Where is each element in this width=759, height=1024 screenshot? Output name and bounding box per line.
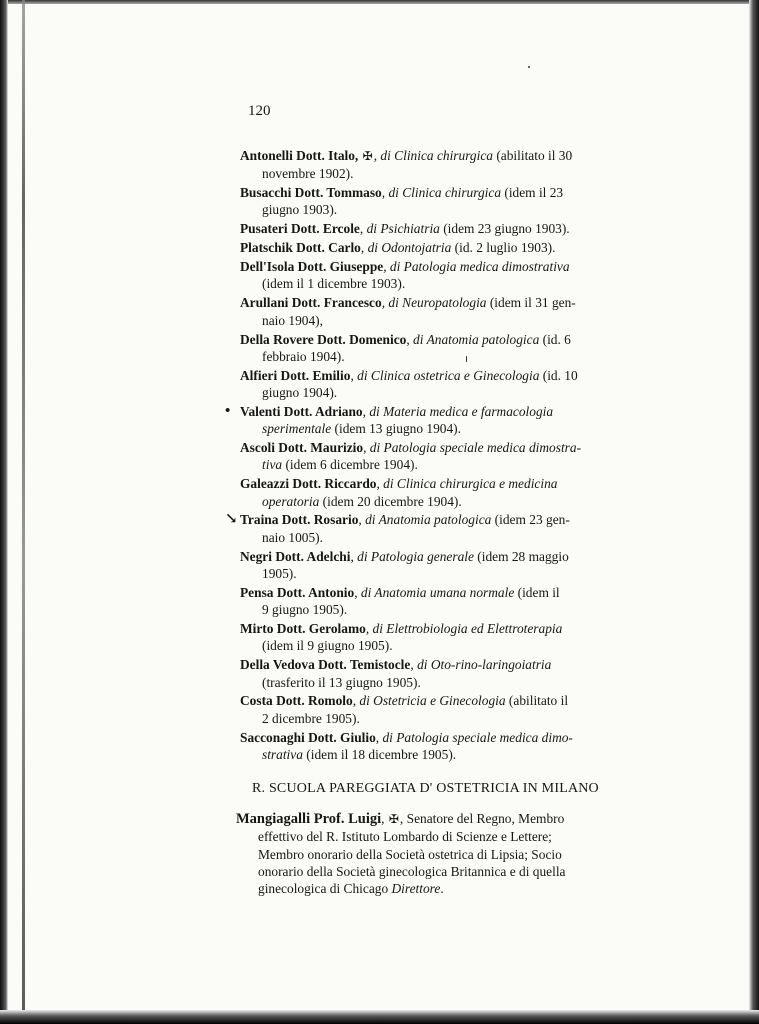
entry-text: ,: [373, 148, 381, 163]
subject-text: di Neuropatologia: [388, 295, 487, 311]
list-item: [240, 331, 664, 366]
list-item: [225, 511, 664, 546]
entry-line: [262, 384, 664, 401]
entry-text: ginecologica di Chicago: [258, 881, 392, 897]
subject-text: di Ostetricia e Ginecologia: [359, 693, 506, 709]
entry-line: [240, 258, 664, 275]
entry-text: (idem il 1 dicembre 1903).: [262, 276, 406, 292]
list-item: [240, 656, 664, 691]
entry-text: (abilitato il 30: [492, 148, 573, 163]
faculty-list: [225, 147, 664, 765]
subject-text: di Anatomia patologica: [365, 512, 492, 528]
entry-text: ,: [350, 548, 358, 564]
scan-edge-top: [0, 0, 759, 4]
entry-text: 2 dicembre 1905).: [262, 710, 360, 726]
person-name: Della Vedova Dott. Temistocle: [240, 657, 411, 673]
entry-text: 9 giugno 1905).: [262, 602, 348, 618]
margin-mark: •: [225, 402, 231, 419]
entry-line: [236, 810, 660, 828]
subject-text: Direttore: [391, 881, 441, 897]
person-name: Della Rovere Dott. Domenico: [240, 331, 407, 347]
entry-text: naio 1005).: [262, 529, 323, 545]
entry-line: [240, 439, 664, 456]
entry-text: naio 1904),: [262, 312, 323, 328]
entry-text: ,: [362, 403, 370, 419]
entry-text: (idem 23 gen-: [491, 512, 570, 528]
section-heading: R. SCUOLA PAREGGIATA D' OSTETRICIA IN MILANO: [252, 781, 599, 796]
entry-text: (idem 28 maggio: [473, 548, 569, 564]
entry-line: [262, 601, 664, 618]
entry-text: (id. 10: [539, 367, 578, 383]
page-number: 120: [248, 103, 271, 119]
person-name: Pusateri Dott. Ercole: [240, 221, 360, 237]
entry-line: [262, 674, 664, 691]
entry-text: (idem 6 dicembre 1904).: [282, 457, 418, 473]
subject-text: di Clinica chirurgica e medicina: [383, 476, 558, 492]
person-name: Negri Dott. Adelchi: [240, 548, 351, 564]
scan-edge-bottom: [0, 1010, 759, 1024]
list-item: [240, 548, 664, 583]
entry-text: giugno 1904).: [262, 385, 338, 401]
entry-line: [262, 710, 664, 727]
entry-line: [262, 493, 664, 510]
entry-text: 1905).: [262, 565, 297, 581]
entry-text: (idem 13 giugno 1904).: [331, 421, 461, 437]
list-item: [240, 692, 664, 727]
binding-shadow: [22, 0, 25, 1024]
entry-text: .: [440, 881, 444, 897]
entry-text: (id. 2 luglio 1903).: [451, 240, 556, 256]
subject-text: di Clinica chirurgica: [380, 148, 493, 163]
entry-text: (idem il 18 dicembre 1905).: [302, 746, 457, 762]
entry-line: [240, 220, 664, 237]
entry-text: (idem il 23: [501, 185, 564, 201]
entry-text: ,: [406, 331, 414, 347]
entry-line: [262, 201, 664, 218]
entry-text: ,: [375, 729, 383, 745]
person-name: Traina Dott. Rosario: [240, 512, 359, 528]
entry-line: [262, 746, 664, 763]
entry-text: ,: [410, 657, 418, 673]
person-name: Dell'Isola Dott. Giuseppe: [240, 259, 384, 275]
subject-text: di Patologia medica dimostrativa: [389, 259, 570, 275]
entry-text: onorario della Società ginecologica Britannica e di quella: [258, 863, 566, 879]
list-item: [240, 367, 664, 402]
entry-text: Membro onorario della Società ostetrica di Lipsia; Socio: [258, 846, 562, 862]
entry-text: ,: [383, 259, 390, 275]
entry-line: [240, 147, 664, 165]
entry-line: [258, 828, 660, 845]
subject-text: strativa: [262, 746, 303, 762]
list-item: [240, 584, 664, 619]
entry-text: (abilitato il: [505, 693, 569, 709]
entry-line: [258, 846, 660, 863]
person-name: Antonelli Dott. Italo,: [240, 148, 359, 163]
scan-edge-left: [0, 0, 8, 1024]
subject-text: di Odontojatria: [367, 240, 452, 256]
entry-line: [262, 348, 664, 365]
list-item: [240, 220, 664, 237]
entry-line: [240, 620, 664, 637]
scan-edge-right: [749, 0, 759, 1024]
person-name: Arullani Dott. Francesco: [240, 295, 382, 311]
entry-line: [240, 548, 664, 565]
entry-text: [358, 148, 361, 163]
director-entry: [236, 810, 660, 897]
person-name: Platschik Dott. Carlo: [240, 240, 361, 256]
entry-text: ,: [352, 693, 360, 709]
entry-line: [262, 312, 664, 329]
entry-line: [240, 331, 664, 348]
subject-text: di Psichiatria: [366, 221, 440, 237]
person-name: Alfieri Dott. Emilio: [240, 367, 351, 383]
list-item: [240, 294, 664, 329]
entry-text: (trasferito il 13 giugno 1905).: [262, 674, 421, 690]
entry-line: [240, 475, 664, 492]
entry-line: [262, 275, 664, 292]
subject-text: di Anatomia patologica: [413, 331, 540, 347]
entry-text: novembre 1902).: [262, 166, 354, 182]
entry-line: [240, 511, 664, 528]
entry-text: ,: [363, 440, 370, 456]
entry-text: giugno 1903).: [262, 202, 338, 218]
entry-text: ,: [381, 185, 389, 201]
list-item: [225, 402, 664, 438]
list-item: [240, 258, 664, 293]
entry-line: [240, 294, 664, 311]
list-item: [240, 439, 664, 474]
entry-line: [262, 456, 664, 473]
entry-text: (idem 23 giugno 1903).: [439, 221, 570, 237]
margin-mark: ↘: [225, 511, 238, 528]
entry-text: ,: [358, 512, 366, 528]
entry-line: [262, 529, 664, 546]
cross-icon: ✠: [388, 812, 399, 826]
entry-text: ,: [381, 811, 388, 826]
entry-text: (idem il 31 gen-: [486, 295, 576, 311]
entry-text: ,: [365, 621, 373, 637]
entry-text: ,: [359, 221, 367, 237]
subject-text: di Clinica ostetrica e Ginecologia: [357, 367, 540, 383]
person-name: Valenti Dott. Adriano: [240, 403, 363, 419]
person-name: Pensa Dott. Antonio: [240, 584, 355, 600]
person-name: Busacchi Dott. Tommaso: [240, 185, 382, 201]
entry-line: [240, 184, 664, 201]
list-item: [240, 729, 664, 764]
list-item: [240, 475, 664, 510]
entry-text: , Senatore del Regno, Membro: [399, 811, 565, 826]
subject-text: di Materia medica e farmacologia: [369, 403, 554, 419]
list-item: [240, 147, 664, 183]
entry-text: (idem il: [514, 584, 560, 600]
subject-text: di Patologia speciale medica dimo-: [382, 729, 573, 745]
person-name: Mirto Dott. Gerolamo: [240, 621, 366, 637]
entry-line: [240, 239, 664, 256]
list-item: [240, 239, 664, 256]
subject-text: di Patologia generale: [357, 548, 474, 564]
list-item: [240, 620, 664, 655]
entry-text: effettivo del R. Istituto Lombardo di Scienze e Lettere;: [258, 829, 552, 845]
entry-line: [240, 367, 664, 384]
subject-text: di Clinica chirurgica: [388, 185, 502, 201]
subject-text: di Anatomia umana normale: [360, 584, 515, 600]
entry-line: [240, 584, 664, 601]
entry-line: [262, 565, 664, 582]
person-name: Mangiagalli Prof. Luigi: [236, 811, 382, 827]
person-name: Galeazzi Dott. Riccardo: [240, 476, 377, 492]
list-item: [240, 184, 664, 219]
entry-text: febbraio 1904).: [262, 348, 345, 364]
entry-line: [258, 880, 660, 897]
subject-text: operatoria: [262, 493, 320, 509]
entry-line: [240, 403, 664, 420]
subject-text: di Patologia speciale medica dimostra-: [369, 440, 582, 456]
entry-line: [262, 637, 664, 654]
entry-line: [240, 656, 664, 673]
person-name: Costa Dott. Romolo: [240, 693, 353, 709]
entry-line: [258, 863, 660, 880]
entry-text: ,: [381, 295, 389, 311]
entry-text: (idem il 9 giugno 1905).: [262, 638, 393, 654]
entry-text: ,: [354, 584, 361, 600]
subject-text: sperimentale: [262, 421, 332, 437]
entry-line: [262, 420, 664, 437]
entry-text: (idem 20 dicembre 1904).: [319, 493, 462, 509]
subject-text: di Elettrobiologia ed Elettroterapia: [372, 621, 563, 637]
cross-icon: ✠: [362, 149, 373, 163]
person-name: Sacconaghi Dott. Giulio: [240, 729, 376, 745]
entry-line: [262, 165, 664, 182]
speck-mark: [528, 66, 530, 68]
person-name: Ascoli Dott. Maurizio: [240, 440, 364, 456]
subject-text: di Oto-rino-laringoiatria: [417, 657, 552, 673]
entry-text: ,: [360, 240, 368, 256]
entry-text: ,: [350, 367, 358, 383]
entry-line: [240, 729, 664, 746]
entry-line: [240, 692, 664, 709]
entry-text: (id. 6: [539, 331, 571, 347]
subject-text: tiva: [262, 457, 283, 473]
entry-text: ,: [376, 476, 384, 492]
